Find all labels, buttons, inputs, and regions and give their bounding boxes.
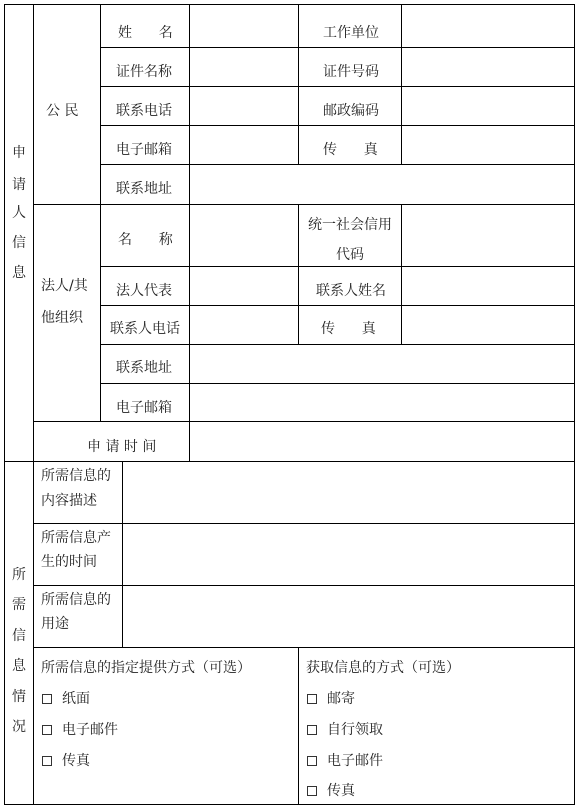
col-line-mid-org <box>298 205 299 344</box>
title-char: 人 <box>12 205 26 221</box>
title-char: 情 <box>12 689 26 705</box>
option-label: 电子邮件 <box>62 722 118 738</box>
org-credit-code-label-line2: 代码 <box>336 247 364 263</box>
info-desc-label-line2: 内容描述 <box>41 493 97 509</box>
obtain-option-mail[interactable] <box>307 692 355 706</box>
option-label: 传真 <box>327 783 355 799</box>
obtain-option-self-pickup[interactable] <box>307 723 383 737</box>
apply-time-field[interactable] <box>190 422 574 461</box>
info-purpose-field[interactable] <box>123 586 574 647</box>
info-time-label-line2: 生的时间 <box>41 554 97 570</box>
col-line-mid-citizen <box>298 4 299 165</box>
org-email-label: 电子邮箱 <box>116 400 172 416</box>
title-char: 请 <box>12 177 26 193</box>
option-label: 电子邮件 <box>327 753 383 769</box>
obtain-option-email[interactable] <box>307 754 383 768</box>
citizen-postal-code-field[interactable] <box>402 87 574 125</box>
org-label-line2: 他组织 <box>41 310 83 326</box>
org-credit-code-field[interactable] <box>402 205 574 266</box>
info-time-field[interactable] <box>123 524 574 585</box>
checkbox-fax[interactable] <box>42 756 52 766</box>
org-credit-code-label-line1: 统一社会信用 <box>308 217 392 233</box>
provide-method-title: 所需信息的指定提供方式（可选） <box>41 660 251 676</box>
info-desc-label-line1: 所需信息的 <box>41 468 111 484</box>
citizen-address-field[interactable] <box>190 165 574 204</box>
checkbox-paper[interactable] <box>42 694 52 704</box>
checkbox-obtain-email[interactable] <box>307 756 317 766</box>
citizen-id-number-field[interactable] <box>402 48 574 86</box>
citizen-email-field[interactable] <box>190 126 298 164</box>
col-line-title <box>33 4 34 805</box>
org-legal-rep-label: 法人代表 <box>116 283 172 299</box>
org-name-field[interactable] <box>190 205 298 266</box>
citizen-work-unit-label: 工作单位 <box>323 25 379 41</box>
checkbox-mail[interactable] <box>307 694 317 704</box>
org-contact-name-label: 联系人姓名 <box>316 283 386 299</box>
obtain-method-title: 获取信息的方式（可选） <box>306 660 460 676</box>
title-char: 申 <box>12 145 26 161</box>
title-char: 所 <box>12 567 26 583</box>
title-char: 况 <box>12 719 26 735</box>
org-legal-rep-field[interactable] <box>190 267 298 305</box>
org-label-line1: 法人/其 <box>41 278 88 294</box>
info-purpose-label-line1: 所需信息的 <box>41 592 111 608</box>
citizen-phone-field[interactable] <box>190 87 298 125</box>
citizen-postal-code-label: 邮政编码 <box>323 103 379 119</box>
col-line-methods <box>298 647 299 805</box>
title-char: 信 <box>12 628 26 644</box>
option-label: 纸面 <box>62 691 90 707</box>
citizen-fax-field[interactable] <box>402 126 574 164</box>
org-fax-field[interactable] <box>402 306 574 344</box>
row-line <box>33 647 575 648</box>
citizen-work-unit-field[interactable] <box>402 5 574 47</box>
citizen-fax-label: 传 真 <box>323 142 378 158</box>
info-purpose-label-line2: 用途 <box>41 616 69 632</box>
citizen-label: 公 民 <box>46 103 79 119</box>
apply-time-label: 申 请 时 间 <box>87 439 157 455</box>
org-contact-phone-label: 联系人电话 <box>110 321 180 337</box>
citizen-name-field[interactable] <box>190 5 298 47</box>
info-desc-field[interactable] <box>123 462 574 523</box>
provide-option-email[interactable] <box>42 723 118 737</box>
option-label: 自行领取 <box>327 722 383 738</box>
obtain-option-fax[interactable] <box>307 784 355 798</box>
citizen-name-label: 姓 名 <box>118 25 173 41</box>
border-bottom <box>4 804 575 805</box>
info-time-label-line1: 所需信息产 <box>41 530 111 546</box>
title-char: 需 <box>12 597 26 613</box>
checkbox-obtain-fax[interactable] <box>307 786 317 796</box>
provide-option-paper[interactable] <box>42 692 90 706</box>
checkbox-email[interactable] <box>42 725 52 735</box>
title-char: 信 <box>12 235 26 251</box>
provide-option-fax[interactable] <box>42 754 90 768</box>
border-left <box>4 4 5 805</box>
citizen-email-label: 电子邮箱 <box>116 142 172 158</box>
org-address-field[interactable] <box>190 345 574 383</box>
title-char: 息 <box>12 658 26 674</box>
org-email-field[interactable] <box>190 384 574 421</box>
option-label: 邮寄 <box>327 691 355 707</box>
citizen-id-type-field[interactable] <box>190 48 298 86</box>
org-contact-phone-field[interactable] <box>190 306 298 344</box>
org-fax-label: 传 真 <box>321 321 376 337</box>
org-name-label: 名 称 <box>118 232 173 248</box>
col-line-category <box>100 4 101 422</box>
org-contact-name-field[interactable] <box>402 267 574 305</box>
citizen-phone-label: 联系电话 <box>116 103 172 119</box>
org-address-label: 联系地址 <box>116 360 172 376</box>
title-char: 息 <box>12 265 26 281</box>
citizen-id-number-label: 证件号码 <box>323 64 379 80</box>
citizen-id-type-label: 证件名称 <box>116 64 172 80</box>
citizen-address-label: 联系地址 <box>116 181 172 197</box>
option-label: 传真 <box>62 753 90 769</box>
checkbox-self-pickup[interactable] <box>307 725 317 735</box>
